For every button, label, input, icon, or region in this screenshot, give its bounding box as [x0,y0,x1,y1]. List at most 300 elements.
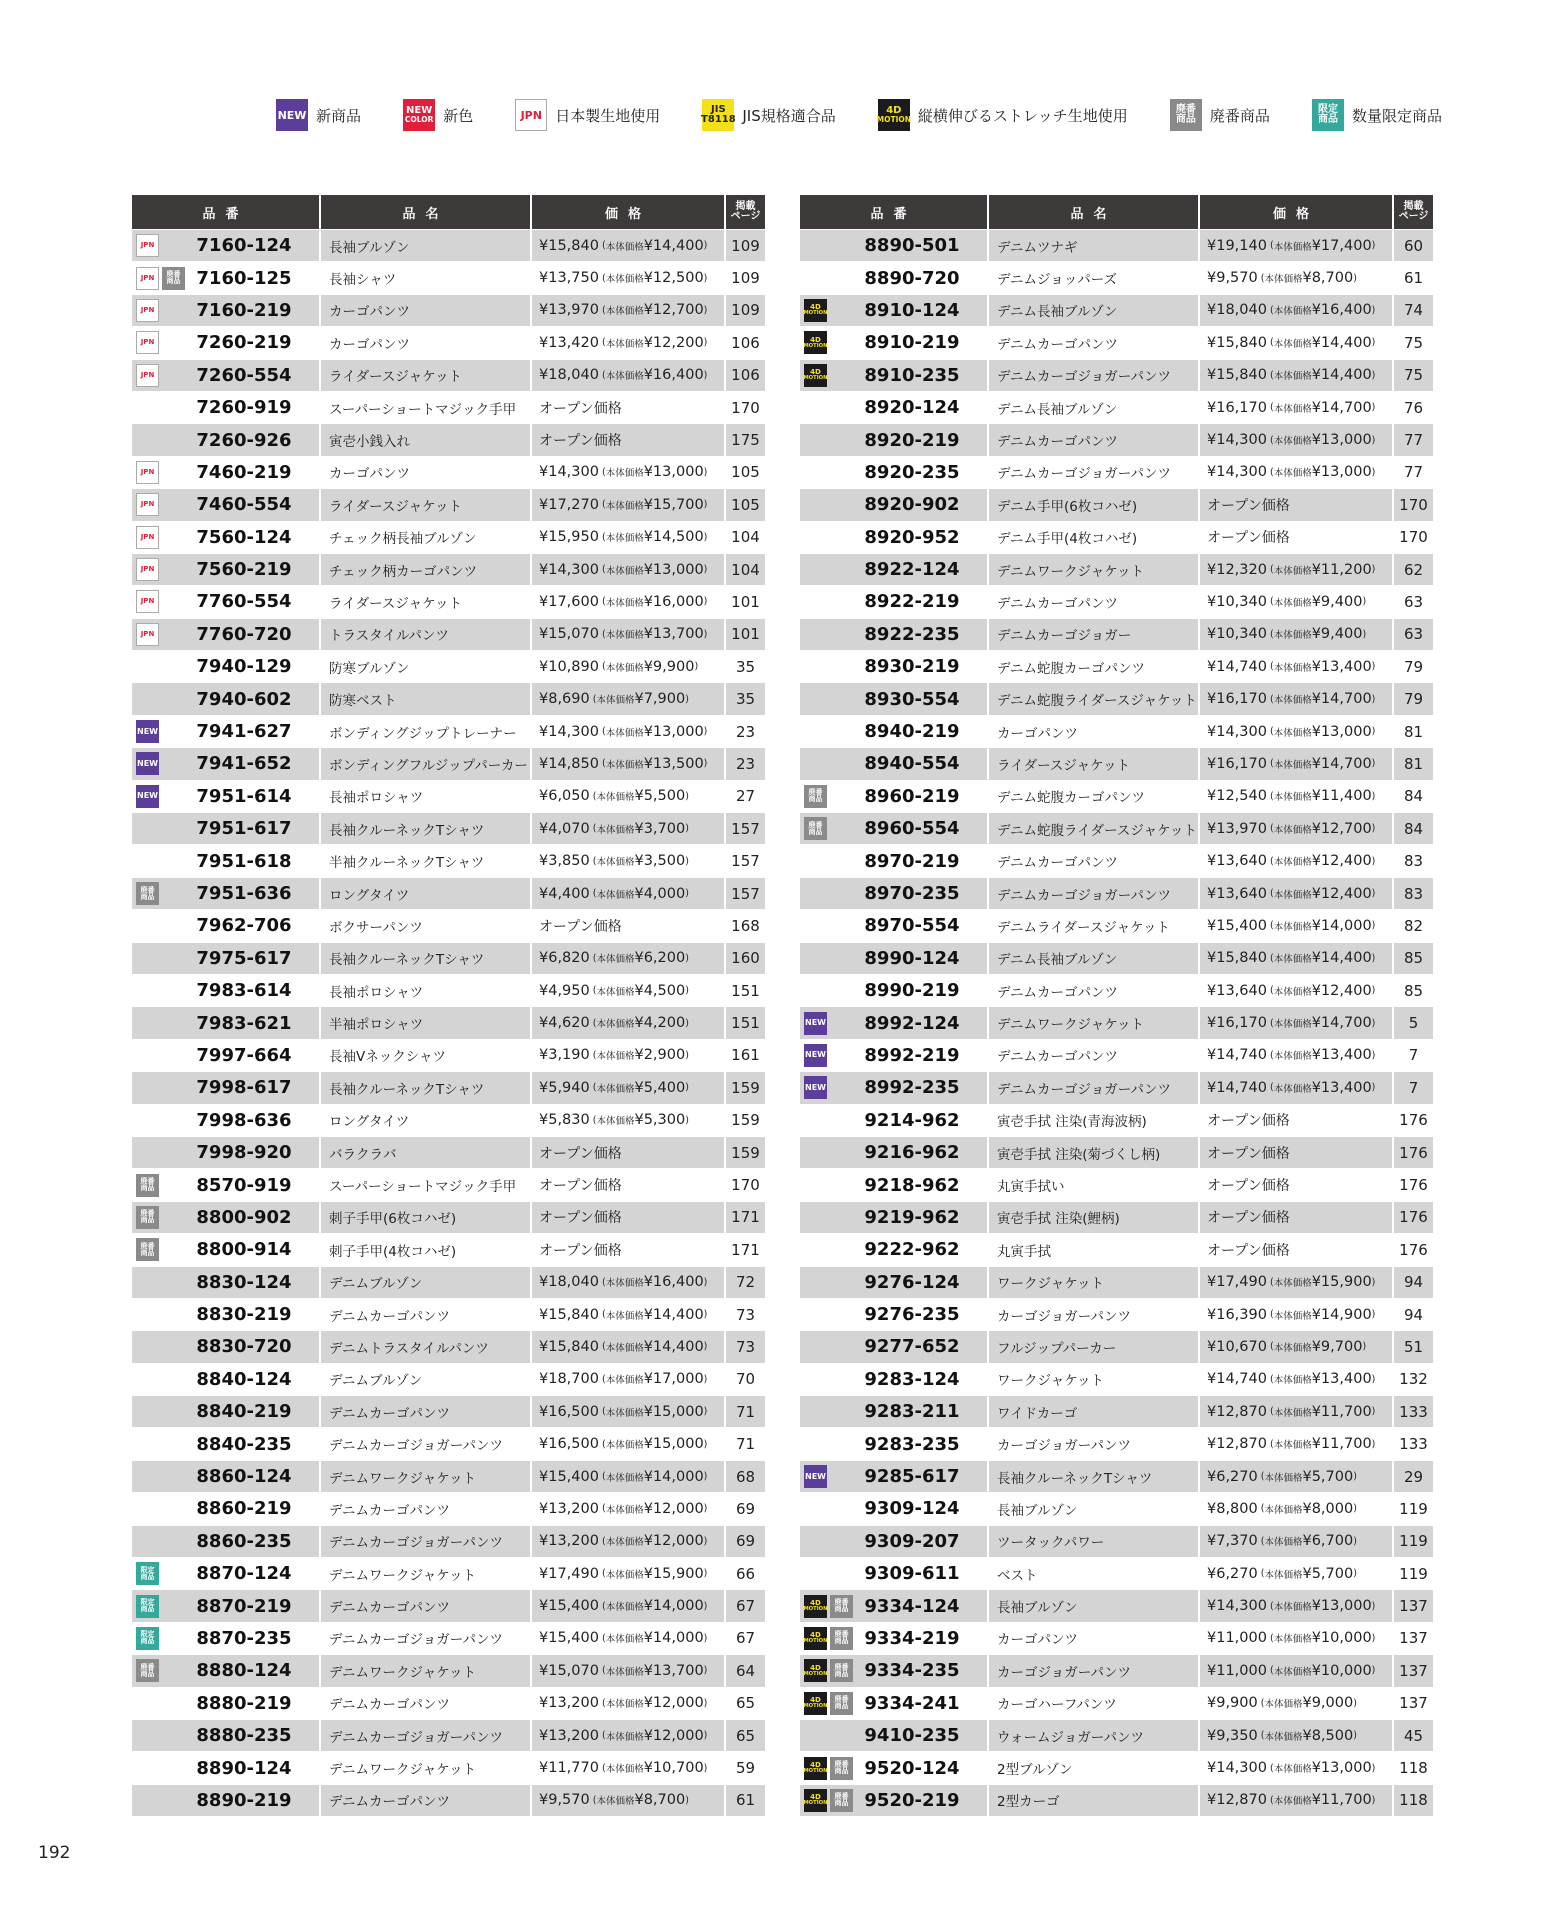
catalog-page: 104 [731,560,760,579]
catalog-page: 63 [1403,625,1424,644]
header-page-line2: ページ [1398,211,1429,222]
price-cell [532,360,726,391]
product-code: 8920-952 [864,526,960,548]
price-note-label: 本体価格 [1273,695,1312,707]
price-note-label: 本体価格 [596,1019,635,1031]
product-name: デニム長袖ブルゾン [989,295,1200,326]
product-name: デニムブルゾン [321,1364,532,1395]
product-name: 丸寅手拭い [989,1169,1200,1200]
price-tax-included: ¥13,200 [539,1533,599,1550]
product-name: デニム手甲(6枚コハゼ) [989,489,1200,520]
price-base: ¥12,400 [1311,982,1372,999]
product-code: 8990-219 [864,980,960,1002]
code-cell [132,943,321,974]
price-close-paren: ) [685,1082,689,1094]
price-base: ¥12,200 [643,334,704,351]
price-note-label: 本体価格 [1273,889,1312,901]
price-base: ¥13,000 [1311,432,1372,449]
price-cell [1200,910,1394,941]
legend-label: 新色 [443,106,474,125]
price-cell [532,975,726,1006]
price-tax-included: ¥12,870 [1207,1403,1267,1420]
code-cell [800,1105,989,1136]
price-open-paren: ( [601,628,606,640]
product-name: チェック柄長袖ブルゾン [321,522,532,553]
price-base: ¥5,700 [1302,1468,1354,1485]
price-base: ¥4,500 [634,982,686,999]
code-cell [132,1396,321,1427]
discontinued-badge-icon: 廃番 商品 [136,1174,159,1197]
product-name: 2型ブルゾン [989,1752,1200,1783]
price-tax-included: ¥4,400 [539,885,590,902]
product-name: カーゴハーフパンツ [989,1688,1200,1719]
code-cell [132,1688,321,1719]
price-tax-included: ¥15,400 [539,1598,599,1615]
price-cell [1200,1590,1394,1621]
product-code: 8880-235 [196,1725,292,1747]
catalog-page: 70 [735,1370,756,1389]
product-code: 7160-124 [196,235,292,257]
table-row [132,262,765,293]
price-note-label: 本体価格 [1273,630,1312,642]
price-note-label: 本体価格 [605,727,644,739]
price-cell [1200,1364,1394,1395]
table-row [800,1137,1433,1168]
price-base: ¥5,700 [1302,1565,1354,1582]
price-base: ¥12,000 [643,1695,704,1712]
price-cell [1200,1461,1394,1492]
catalog-page: 75 [1403,366,1424,385]
product-code: 8930-554 [864,688,960,710]
header-name: 品名 [321,195,532,229]
price-open-paren: ( [601,1697,606,1709]
price-note-label: 本体価格 [1273,1375,1312,1387]
table-row [800,878,1433,909]
price-cell [532,522,726,553]
price-base: ¥14,000 [643,1598,704,1615]
jpn-badge-icon: JPN [136,526,159,549]
code-cell [132,1558,321,1589]
product-code: 7951-614 [196,785,292,807]
product-code: 7941-652 [196,753,292,775]
jpn-badge-icon: JPN [136,493,159,516]
badge-group [800,1757,864,1780]
code-cell [132,813,321,844]
catalog-page: 159 [731,1111,760,1130]
code-cell [132,1655,321,1686]
product-code: 8920-235 [864,461,960,483]
catalog-page: 106 [731,366,760,385]
product-name: 長袖シャツ [321,262,532,293]
badge-group [800,785,864,808]
price-note-label: 本体価格 [605,241,644,253]
product-code: 7997-664 [196,1044,292,1066]
price-close-paren: ) [685,790,689,802]
code-cell [800,1364,989,1395]
price-close-paren: ) [703,1276,708,1288]
product-code: 7998-636 [196,1109,292,1131]
product-code: 9283-235 [864,1433,960,1455]
catalog-page: 94 [1403,1305,1424,1324]
open-price: オープン価格 [1207,1178,1290,1195]
code-cell [132,1493,321,1524]
price-cell [1200,1752,1394,1783]
open-price: オープン価格 [1207,1145,1290,1162]
catalog-page: 72 [735,1273,756,1292]
open-price: オープン価格 [1207,1242,1290,1259]
product-name: 長袖ブルゾン [321,230,532,261]
code-cell [132,360,321,391]
catalog-page: 79 [1403,690,1424,709]
code-cell [800,1007,989,1038]
code-cell [800,748,989,779]
open-price: オープン価格 [539,1242,622,1259]
price-cell [532,878,726,909]
price-close-paren: ) [685,985,689,997]
table-row [800,1331,1433,1362]
product-name: カーゴジョガーパンツ [989,1655,1200,1686]
price-cell [532,1526,726,1557]
price-tax-included: ¥15,840 [1207,950,1267,967]
4d-badge-icon: 4D MOTION [804,1659,827,1682]
table-row [132,1299,765,1330]
price-close-paren: ) [1371,434,1376,446]
price-cell [532,1461,726,1492]
price-tax-included: ¥3,850 [539,853,590,870]
price-base: ¥14,000 [643,1468,704,1485]
price-cell [532,327,726,358]
table-row [800,392,1433,423]
price-base: ¥8,700 [634,1792,686,1809]
catalog-page: 168 [731,916,760,935]
price-cell [532,1007,726,1038]
price-open-paren: ( [592,1049,597,1061]
price-cell [532,262,726,293]
price-base: ¥11,700 [1311,1792,1372,1809]
4d-badge-icon: 4D MOTION [878,99,910,131]
header-name: 品名 [989,195,1200,229]
price-close-paren: ) [703,531,708,543]
product-code: 8910-235 [864,364,960,386]
product-code: 9216-962 [864,1142,960,1164]
code-cell [132,1007,321,1038]
price-cell [532,619,726,650]
price-open-paren: ( [601,1600,606,1612]
catalog-page: 119 [1399,1532,1428,1551]
page-number: 192 [38,1843,71,1863]
badge-group [132,1238,196,1261]
price-tax-included: ¥11,770 [539,1760,599,1777]
legend-label: 数量限定商品 [1351,106,1442,125]
table-row [800,651,1433,682]
table-row [800,360,1433,391]
product-code: 7983-614 [196,980,292,1002]
price-tax-included: ¥3,190 [539,1047,590,1064]
price-tax-included: ¥14,300 [539,561,599,578]
price-base: ¥12,000 [643,1500,704,1517]
price-close-paren: ) [1371,1438,1376,1450]
price-base: ¥7,900 [634,691,686,708]
catalog-page: 176 [1399,1111,1428,1130]
table-row [132,1007,765,1038]
header-page-line2: ページ [730,211,761,222]
badge-group [132,752,196,775]
price-close-paren: ) [1371,1632,1376,1644]
price-open-paren: ( [1269,596,1274,608]
price-close-paren: ) [1371,726,1376,738]
price-close-paren: ) [1371,888,1376,899]
price-open-paren: ( [592,888,597,899]
price-note-label: 本体価格 [1273,306,1312,318]
price-cell [532,295,726,326]
discontinued-badge-icon: 廃番 商品 [136,1206,159,1229]
price-open-paren: ( [1269,564,1274,576]
price-close-paren: ) [703,1535,708,1547]
product-name: カーゴジョガーパンツ [989,1428,1200,1459]
product-code: 7160-219 [196,299,292,321]
product-code: 8910-124 [864,299,960,321]
price-base: ¥13,400 [1311,1371,1372,1388]
price-cell [1200,1493,1394,1524]
legend-label: 新商品 [316,106,362,125]
price-note-label: 本体価格 [605,533,644,545]
price-open-paren: ( [601,1276,606,1288]
code-cell [800,1299,989,1330]
table-row [800,1655,1433,1686]
catalog-page: 170 [1399,528,1428,547]
price-close-paren: ) [703,272,708,284]
table-row [800,1234,1433,1265]
product-name: 半袖ポロシャツ [321,1007,532,1038]
price-close-paren: ) [1371,693,1376,705]
price-cell [532,1396,726,1427]
price-open-paren: ( [601,337,606,349]
code-cell [132,554,321,585]
catalog-page: 59 [735,1759,756,1778]
price-cell [1200,1267,1394,1298]
price-base: ¥10,000 [1311,1662,1372,1679]
price-close-paren: ) [685,1049,689,1061]
price-note-label: 本体価格 [596,824,635,836]
price-cell [532,1493,726,1524]
price-cell [1200,457,1394,488]
code-cell [800,1331,989,1362]
price-cell [532,1202,726,1233]
price-open-paren: ( [592,985,597,997]
price-open-paren: ( [601,1762,606,1774]
price-open-paren: ( [1269,1049,1274,1061]
price-base: ¥10,000 [1311,1630,1372,1647]
badge-group [800,1044,864,1067]
table-row [132,943,765,974]
code-cell [132,1364,321,1395]
code-cell [800,683,989,714]
table-row [800,1493,1433,1524]
product-code: 7998-617 [196,1077,292,1099]
legend-item-limited [1312,99,1442,131]
price-open-paren: ( [592,1082,597,1094]
price-close-paren: ) [1362,1341,1367,1353]
product-code: 9277-652 [864,1336,960,1358]
price-note-label: 本体価格 [1273,857,1312,869]
price-tax-included: ¥10,670 [1207,1338,1267,1355]
table-row [132,1526,765,1557]
discontinued-badge-icon: 廃番 商品 [162,267,185,290]
table-header [800,195,1433,229]
product-name: 長袖ブルゾン [989,1590,1200,1621]
code-cell [800,781,989,812]
product-code: 7260-926 [196,429,292,451]
code-cell [800,392,989,423]
price-base: ¥15,900 [643,1565,704,1582]
catalog-page: 159 [731,1143,760,1162]
catalog-page: 68 [735,1467,756,1486]
price-open-paren: ( [1269,1341,1274,1353]
code-cell [132,489,321,520]
price-open-paren: ( [1269,466,1274,478]
table-row [132,489,765,520]
catalog-page: 65 [735,1694,756,1713]
table-row [800,1202,1433,1233]
badge-group [800,817,864,840]
catalog-page: 51 [1403,1337,1424,1356]
table-row [132,1105,765,1136]
price-base: ¥9,700 [1311,1338,1363,1355]
price-close-paren: ) [685,855,689,867]
table-row [132,1234,765,1265]
price-open-paren: ( [601,1438,606,1450]
price-base: ¥8,000 [1302,1500,1354,1517]
price-note-label: 本体価格 [605,759,644,771]
product-name: カーゴパンツ [989,1623,1200,1654]
price-close-paren: ) [703,1632,708,1644]
product-name: 寅壱手拭 注染(鯉柄) [989,1202,1200,1233]
price-tax-included: ¥13,970 [539,302,599,319]
product-code: 8840-219 [196,1401,292,1423]
code-cell [800,230,989,261]
product-name: カーゴパンツ [989,716,1200,747]
price-note-label: 本体価格 [1273,241,1312,253]
price-close-paren: ) [1353,1503,1357,1515]
table-row [132,1720,765,1751]
table-row [800,943,1433,974]
price-note-label: 本体価格 [1273,565,1312,577]
price-note-label: 本体価格 [596,1116,635,1128]
code-cell [800,1169,989,1200]
price-tax-included: ¥14,300 [1207,464,1267,481]
price-base: ¥12,500 [643,270,704,287]
price-open-paren: ( [601,661,606,673]
price-cell [1200,1558,1394,1589]
table-row [800,424,1433,455]
open-price: オープン価格 [1207,530,1290,547]
price-close-paren: ) [1371,240,1376,252]
product-code: 7460-219 [196,461,292,483]
product-name: デニムカーゴジョガーパンツ [321,1720,532,1751]
product-name: デニムカーゴパンツ [989,586,1200,617]
badge-group [132,1562,196,1585]
badge-group [132,1595,196,1618]
price-close-paren: ) [703,1762,708,1774]
price-base: ¥14,400 [1311,334,1372,351]
product-code: 7260-219 [196,332,292,354]
code-cell [132,1720,321,1751]
price-tax-included: ¥4,070 [539,820,590,837]
code-cell [132,522,321,553]
code-cell [800,360,989,391]
product-name: ロングタイツ [321,878,532,909]
catalog-page: 45 [1403,1726,1424,1745]
price-base: ¥3,700 [634,820,686,837]
price-cell [532,748,726,779]
catalog-page: 157 [731,852,760,871]
price-cell [1200,1072,1394,1103]
price-cell [1200,716,1394,747]
price-cell [1200,424,1394,455]
code-cell [800,1267,989,1298]
price-base: ¥5,400 [634,1079,686,1096]
price-close-paren: ) [1362,628,1367,640]
code-cell [132,1202,321,1233]
price-tax-included: ¥16,170 [1207,691,1267,708]
table-row [132,1267,765,1298]
catalog-page: 94 [1403,1273,1424,1292]
price-open-paren: ( [1260,1730,1265,1742]
price-cell [1200,683,1394,714]
code-cell [132,1526,321,1557]
product-code: 9222-962 [864,1239,960,1261]
product-code: 9410-235 [864,1725,960,1747]
price-tax-included: ¥16,390 [1207,1306,1267,1323]
price-open-paren: ( [601,531,606,543]
product-name: デニムカーゴパンツ [989,1040,1200,1071]
product-code: 7998-920 [196,1142,292,1164]
price-close-paren: ) [1371,1406,1376,1418]
legend-item-new [276,99,361,131]
price-note-label: 本体価格 [1273,371,1312,383]
table-row [132,845,765,876]
price-base: ¥4,200 [634,1015,686,1032]
price-open-paren: ( [1269,1438,1274,1450]
product-code: 7951-636 [196,883,292,904]
badge-group [132,882,196,905]
code-cell [132,1169,321,1200]
product-name: デニムカーゴジョガーパンツ [321,1526,532,1557]
catalog-page: 67 [735,1597,756,1616]
catalog-page: 83 [1403,884,1424,903]
product-code: 8920-902 [864,494,960,516]
discontinued-badge-icon: 廃番 商品 [804,817,827,840]
discontinued-badge-icon: 廃番 商品 [830,1692,853,1715]
price-open-paren: ( [1269,628,1274,640]
price-note-label: 本体価格 [1273,824,1312,836]
jpn-badge-icon: JPN [136,558,159,581]
code-cell [800,975,989,1006]
price-cell [532,1590,726,1621]
price-cell [532,1428,726,1459]
product-code: 7962-706 [196,915,292,937]
price-close-paren: ) [1371,1309,1376,1321]
price-tax-included: ¥6,270 [1207,1468,1258,1485]
catalog-page: 84 [1403,787,1424,806]
product-name: デニム蛇腹ライダースジャケット [989,683,1200,714]
price-note-label: 本体価格 [605,662,644,674]
catalog-page: 61 [735,1791,756,1810]
product-code: 8870-124 [196,1563,292,1585]
code-cell [800,424,989,455]
product-code: 9285-617 [864,1466,960,1488]
badge-group [800,1076,864,1099]
